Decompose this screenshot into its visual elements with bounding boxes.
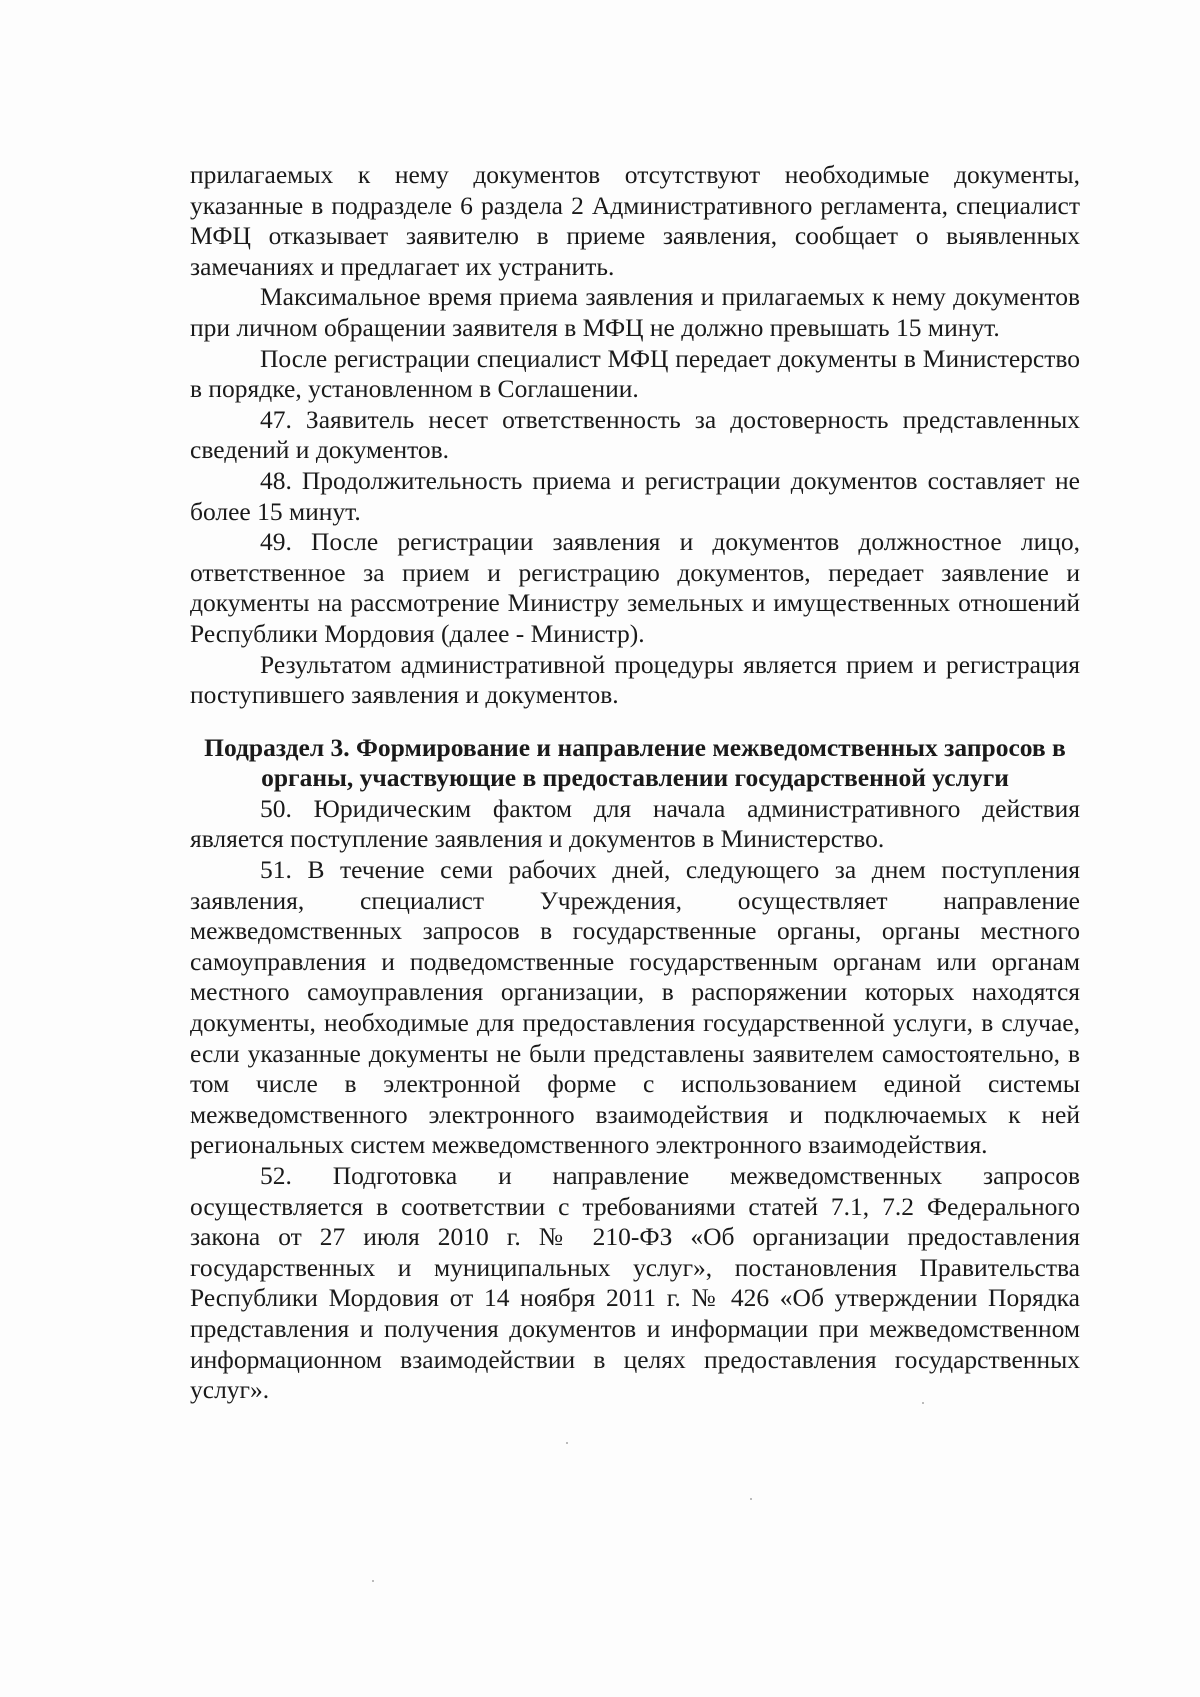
paragraph-result: Результатом административной процедуры является прием и регистрация поступившего заявления и документов. [190, 649, 1080, 710]
scan-speck [372, 1580, 374, 1582]
paragraph-47: 47. Заявитель несет ответственность за достоверность представленных сведений и документов. [190, 404, 1080, 465]
paragraph-continuation: прилагаемых к нему документов отсутствуют необходимые документы, указанные в подразделе 6 раздела 2 Административного регламента, специалист МФЦ отказывает заявителю в приеме заявления, сообщает о выявленных замечаниях и предлагает их устранить. [190, 160, 1080, 281]
paragraph-51: 51. В течение семи рабочих дней, следующего за днем поступления заявления, специалист Учреждения, осуществляет направление межведомственных запросов в государственные органы, органы местного самоуправления и подведомственные государственным органам или органам местного самоуправления организации, в распоряжении которых находятся документы, необходимые для предоставления государственной услуги, в случае, если указанные документы не были представлены заявителем самостоятельно, в том числе в электронной форме с использованием единой системы межведомственного электронного взаимодействия и подключаемых к ней региональных систем межведомственного электронного взаимодействия. [190, 855, 1080, 1160]
scan-speck [750, 1498, 752, 1500]
paragraph-max-time: Максимальное время приема заявления и прилагаемых к нему документов при личном обращении заявителя в МФЦ не должно превышать 15 минут. [190, 282, 1080, 342]
section-heading: Подраздел 3. Формирование и направление межведомственных запросов в органы, участвующие в предоставлении государственной услуги [204, 732, 1066, 793]
paragraph-48: 48. Продолжительность приема и регистрации документов составляет не более 15 минут. [190, 465, 1080, 526]
paragraph-49: 49. После регистрации заявления и документов должностное лицо, ответственное за прием и регистрацию документов, передает заявление и документы на рассмотрение Министру земельных и имущественных отношений Республики Мордовия (далее - Министр). [190, 527, 1080, 648]
document-body [190, 160, 1080, 1406]
scan-speck [922, 1402, 924, 1404]
scan-speck [566, 1442, 568, 1444]
paragraph-50: 50. Юридическим фактом для начала административного действия является поступление заявления и документов в Министерство. [190, 793, 1080, 854]
paragraph-after-registration: После регистрации специалист МФЦ передает документы в Министерство в порядке, установленном в Соглашении. [190, 343, 1080, 404]
paragraph-52: 52. Подготовка и направление межведомственных запросов осуществляется в соответствии с требованиями статей 7.1, 7.2 Федерального закона от 27 июля 2010 г. № 210-ФЗ «Об организации предоставления государственных и муниципальных услуг», постановления Правительства Республики Мордовия от 14 ноября 2011 г. № 426 «Об утверждении Порядка представления и получения документов и информации при межведомственном информационном взаимодействии в целях предоставления государственных услуг». [190, 1161, 1080, 1405]
